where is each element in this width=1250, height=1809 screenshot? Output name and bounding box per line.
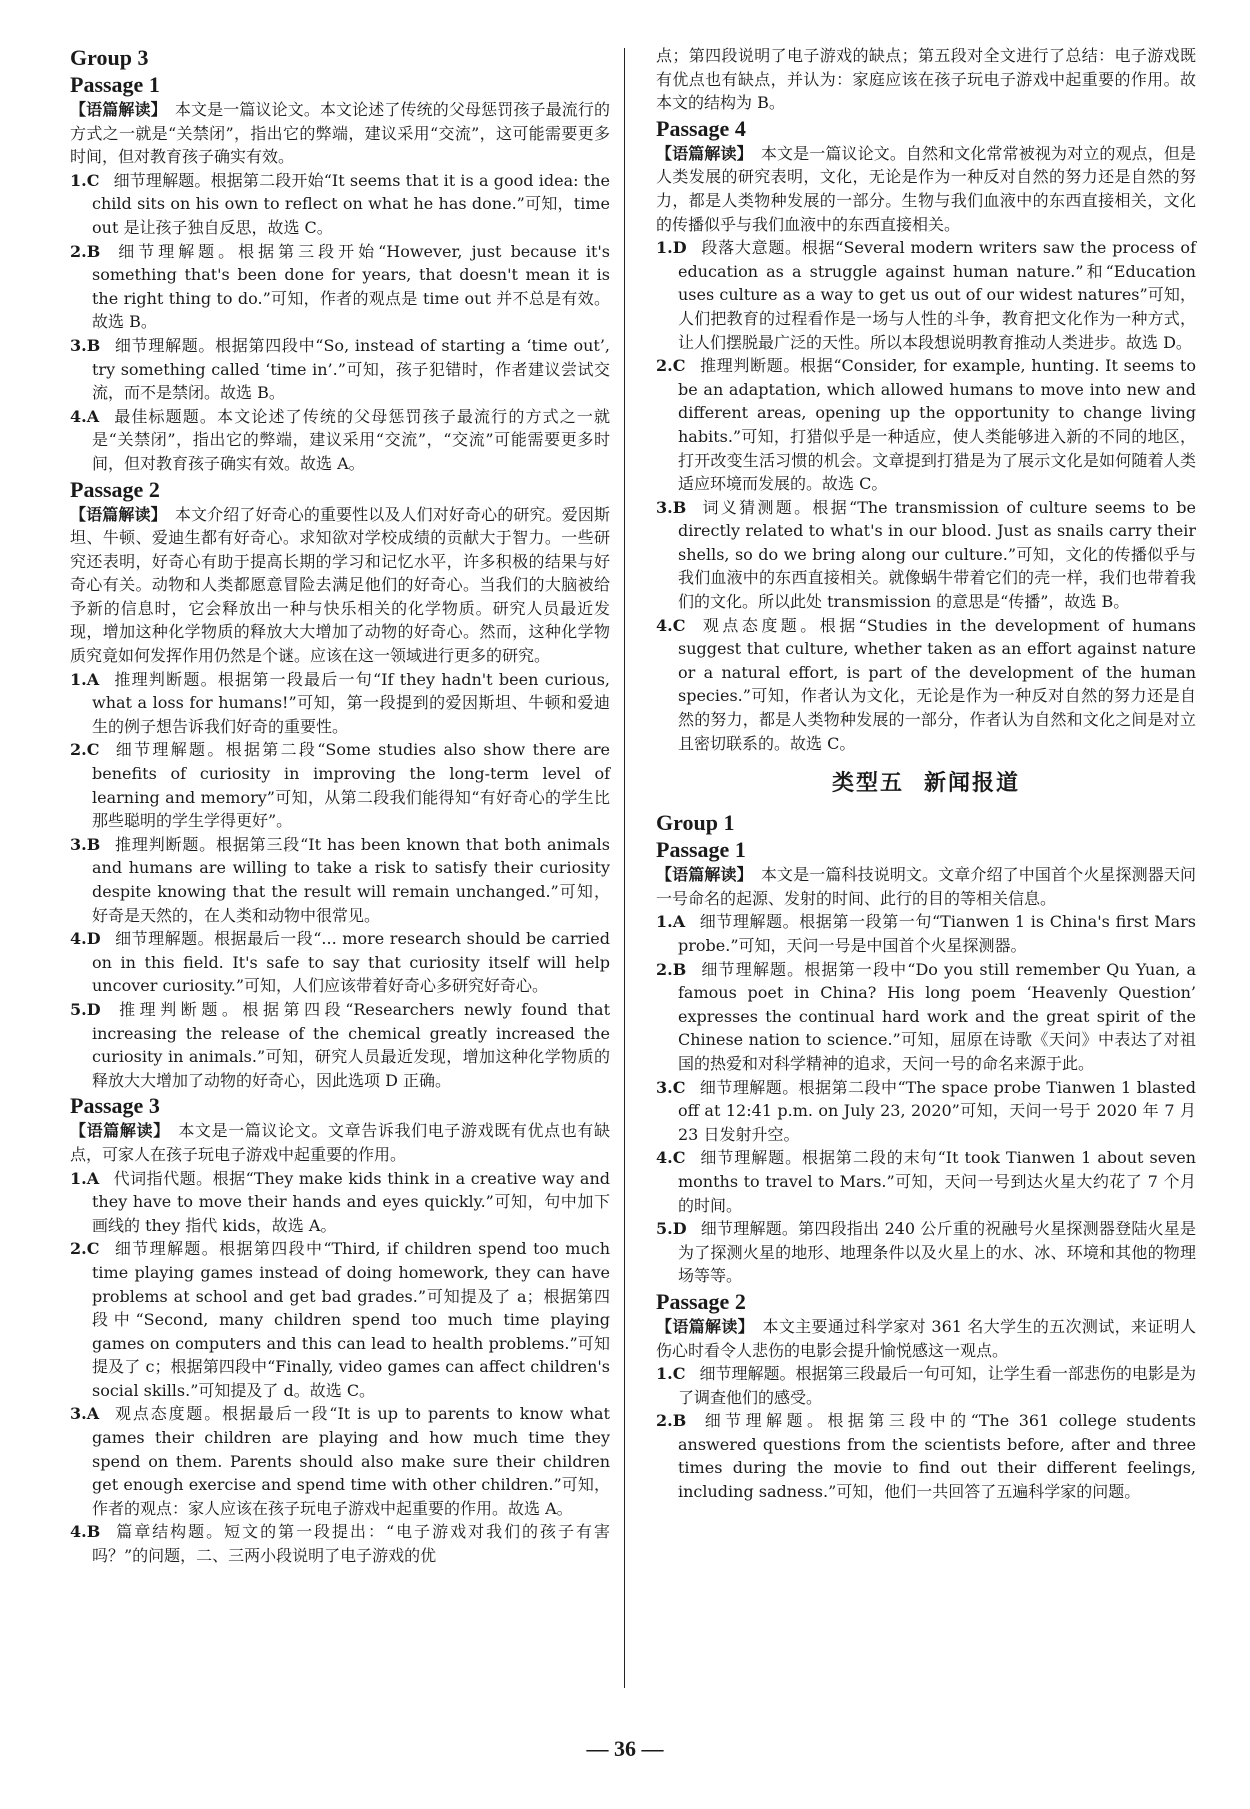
answer-letter: D [672, 238, 687, 258]
answer-letter: C [86, 170, 100, 190]
answer-item [656, 496, 1196, 614]
answer-letter: A [86, 1168, 100, 1188]
question-number: 1. [656, 1364, 673, 1384]
answer-explanation: 推理判断题。根据第一段最后一句“If they hadn't been curious, what a loss for humans!”可知，第一段提到的爱因斯坦、牛顿和爱迪生的例子想告诉我们好奇的重要性。 [92, 669, 610, 736]
section-name-label: 新闻报道 [924, 771, 1021, 797]
answer-item [656, 1362, 1196, 1409]
answer-item [70, 1520, 610, 1567]
passage-summary [656, 1315, 1196, 1362]
question-number: 1. [70, 170, 87, 190]
answer-letter: C [672, 615, 686, 635]
answer-explanation: 细节理解题。根据第二段的末句“It took Tianwen 1 about seven months to travel to Mars.”可知，天问一号到达火星大约花了 7 个月的时间。 [678, 1148, 1196, 1215]
answer-item [656, 1409, 1196, 1503]
summary-tag: 【语篇解读】 [70, 504, 159, 524]
answer-explanation: 细节理解题。根据第二段“Some studies also show there are benefits of curiosity in improving the long-term level of learning and memory”可知，从第二段我们能得知“有好奇心的学生比那些聪明的学生学得更好”。 [92, 740, 610, 831]
answer-explanation: 细节理解题。根据第三段最后一句可知，让学生看一部悲伤的电影是为了调查他们的感受。 [678, 1364, 1196, 1407]
question-number: 2. [656, 959, 673, 979]
answer-explanation: 观点态度题。根据最后一段“It is up to parents to know what games their children are playing and how much time they spend on them. Parents should also make sure their children get enough exercise and spend time with other children.”可知，作者的观点：家人应该在孩子玩电子游戏中起重要的作用。故选 A。 [92, 1404, 610, 1518]
passage-summary [70, 503, 610, 668]
answer-letter: A [86, 669, 100, 689]
passage-heading: Group 3 [70, 45, 149, 70]
answer-item [656, 1076, 1196, 1147]
answer-letter: D [672, 1219, 687, 1239]
answer-item [70, 668, 610, 739]
question-number: 5. [656, 1219, 673, 1239]
section-title [656, 767, 1196, 801]
passage-heading: Passage 4 [656, 115, 746, 141]
answer-letter: D [86, 999, 101, 1019]
answer-letter: A [86, 406, 100, 426]
passage-heading: Passage 1 [70, 72, 160, 97]
question-number: 1. [70, 1168, 87, 1188]
answer-letter: B [86, 1522, 101, 1542]
question-number: 4. [70, 406, 87, 426]
answer-explanation: 细节理解题。根据第一段中“Do you still remember Qu Yuan, a famous poet in China? His long poem ‘Heavenly Question’ expresses the continual hard work and the great spirit of the Chinese nation to science.”可知，屈原在诗歌《天问》中表达了对祖国的热爱和对科学精神的追求，天问一号的命名来源于此。 [678, 959, 1196, 1073]
answer-explanation: 细节理解题。根据第三段开始“However, just because it's something that's been done for years, that doesn't mean it is the right thing to do.”可知，作者的观点是 time out 并不总是有效。故选 B。 [92, 241, 610, 332]
answer-item [70, 1237, 610, 1402]
passage-summary [656, 863, 1196, 910]
answer-letter: B [86, 241, 101, 261]
passage-heading: Passage 2 [656, 1288, 746, 1314]
answer-explanation: 推理判断题。根据“Consider, for example, hunting. It seems to be an adaptation, which allowed humans to move into new and different areas, opening up the opportunity to change living habits.”可知，打猎似乎是一种适应，使人类能够进入新的不同的地区，打开改变生活习惯的机会。文章提到打猎是为了展示文化是如何随着人类适应环境而发展的。故选 C。 [678, 356, 1196, 494]
answer-explanation: 段落大意题。根据“Several modern writers saw the process of education as a struggle against human nature.”和“Education uses culture as a way to get us out of our widest natures”可知，人们把教育的过程看作是一场与人性的斗争，教育把文化作为一种方式，让人们摆脱最广泛的天性。所以本段想说明教育推动人类进步。故选 D。 [678, 238, 1196, 352]
question-number: 2. [70, 1239, 87, 1259]
question-number: 5. [70, 999, 87, 1019]
summary-text: 本文是一篇科技说明文。文章介绍了中国首个火星探测器天问一号命名的起源、发射的时间、此行的目的等相关信息。 [656, 865, 1196, 908]
summary-tag: 【语篇解读】 [656, 1316, 747, 1336]
answer-letter: B [672, 1411, 687, 1431]
continued-text: 点；第四段说明了电子游戏的缺点；第五段对全文进行了总结：电子游戏既有优点也有缺点，并认为：家庭应该在孩子玩电子游戏中起重要的作用。故本文的结构为 B。 [656, 46, 1196, 113]
question-number: 3. [70, 1404, 87, 1424]
answer-item [656, 1217, 1196, 1288]
question-number: 3. [656, 497, 673, 517]
answer-item [70, 1402, 610, 1520]
question-number: 1. [70, 669, 87, 689]
answer-item [70, 998, 610, 1092]
answer-item [656, 354, 1196, 496]
answer-explanation: 细节理解题。根据第三段中的“The 361 college students answered questions from the scientists before, after and three times during the movie to find out their different feelings, including sadness.”可知，他们一共回答了五遍科学家的问题。 [678, 1411, 1196, 1502]
answer-explanation: 推理判断题。根据第三段“It has been known that both animals and humans are willing to take a risk to satisfy their curiosity despite knowing that the result will remain unchanged.”可知，好奇是天然的，在人类和动物中很常见。 [92, 834, 610, 925]
answer-item [70, 240, 610, 334]
question-number: 2. [656, 356, 673, 376]
answer-letter: C [672, 356, 686, 376]
right-column [656, 44, 1196, 1504]
answer-explanation: 细节理解题。根据第一段第一句“Tianwen 1 is China's first Mars probe.”可知，天问一号是中国首个火星探测器。 [678, 912, 1196, 955]
answer-item [656, 614, 1196, 756]
answer-explanation: 最佳标题题。本文论述了传统的父母惩罚孩子最流行的方式之一就是“关禁闭”，指出它的弊端，建议采用“交流”，“交流”可能需要更多时间，但对教育孩子确实有效。故选 A。 [92, 406, 610, 473]
answer-item [656, 958, 1196, 1076]
question-number: 4. [70, 1522, 87, 1542]
answer-item [70, 833, 610, 927]
question-number: 2. [656, 1411, 673, 1431]
column-divider [624, 48, 625, 1688]
passage-summary [656, 142, 1196, 236]
answer-explanation: 细节理解题。第四段指出 240 公斤重的祝融号火星探测器登陆火星是为了探测火星的地形、地理条件以及火星上的水、冰、环境和其他的物理场等等。 [678, 1219, 1196, 1286]
answer-letter: B [86, 834, 101, 854]
answer-explanation: 推理判断题。根据第四段“Researchers newly found that increasing the release of the chemical greatly increased the curiosity in animals.”可知，研究人员最近发现，增加这种化学物质的释放大大增加了动物的好奇心，因此选项 D 正确。 [92, 999, 610, 1090]
answer-item [70, 1167, 610, 1238]
answer-letter: C [86, 1239, 100, 1259]
section-type-label: 类型五 [831, 771, 904, 797]
summary-text: 本文是一篇议论文。自然和文化常常被视为对立的观点，但是人类发展的研究表明，文化，无论是作为一种反对自然的努力还是自然的努力，都是人类物种发展的一部分。生物与我们血液中的东西直接相关，文化的传播似乎与我们血液中的东西直接相关。 [656, 143, 1196, 234]
question-number: 3. [656, 1077, 673, 1097]
answer-letter: C [672, 1148, 686, 1168]
answer-letter: B [86, 335, 101, 355]
page-number: — 36 — [586, 1736, 664, 1761]
answer-letter: C [86, 740, 100, 760]
answer-item [656, 910, 1196, 957]
passage-heading: Passage 1 [656, 837, 746, 863]
answer-explanation: 篇章结构题。短文的第一段提出：“电子游戏对我们的孩子有害吗？”的问题，二、三两小段说明了电子游戏的优 [92, 1522, 610, 1566]
passage-summary [70, 1119, 610, 1166]
question-number: 2. [70, 241, 87, 261]
answer-explanation: 细节理解题。根据第四段中“So, instead of starting a ‘time out’, try something called ‘time in’.”可知，孩子犯错时，作者建议尝试交流，而不是禁闭。故选 B。 [92, 335, 610, 403]
summary-tag: 【语篇解读】 [656, 143, 745, 163]
question-number: 4. [70, 929, 87, 949]
passage-summary [70, 98, 610, 169]
question-number: 3. [70, 834, 87, 854]
answer-item [656, 1146, 1196, 1217]
answer-letter: B [672, 959, 687, 979]
question-number: 4. [656, 1148, 673, 1168]
answer-letter: A [672, 912, 686, 932]
summary-tag: 【语篇解读】 [70, 100, 159, 119]
passage-heading: Passage 2 [70, 476, 160, 502]
answer-item [70, 927, 610, 998]
answer-letter: D [86, 929, 101, 949]
answer-item [70, 334, 610, 405]
answer-item [70, 405, 610, 476]
left-column [70, 44, 610, 1568]
answer-letter: A [86, 1404, 100, 1424]
answer-explanation: 细节理解题。根据最后一段“... more research should be carried on in this field. It's safe to say that curiosity itself will help uncover curiosity.”可知，人们应该带着好奇心多研究好奇心。 [92, 929, 610, 996]
answer-explanation: 词义猜测题。根据“The transmission of culture seems to be directly related to what's in our blood. Just as snails carry their shells, so do we bring along our culture.”可知，文化的传播似乎与我们血液中的东西直接相关。就像蜗牛带着它们的壳一样，我们也带着我们的文化。所以此处 transmission 的意思是“传播”，故选 B。 [678, 497, 1196, 612]
summary-text: 本文主要通过科学家对 361 名大学生的五次测试，来证明人伤心时看令人悲伤的电影会提升愉悦感这一观点。 [656, 1316, 1196, 1360]
summary-text: 本文是一篇议论文。文章告诉我们电子游戏既有优点也有缺点，可家人在孩子玩电子游戏中起重要的作用。 [70, 1121, 610, 1164]
question-number: 3. [70, 335, 87, 355]
summary-tag: 【语篇解读】 [70, 1121, 162, 1141]
summary-tag: 【语篇解读】 [656, 865, 745, 885]
answer-item [70, 169, 610, 240]
question-number: 1. [656, 238, 673, 258]
answer-explanation: 观点态度题。根据“Studies in the development of humans suggest that culture, whether taken as an effort against nature or a natural effort, is part of the development of the human species.”可知，作者认为文化，无论是作为一种反对自然的努力还是自然的努力，都是人类物种发展的一部分，作者认为自然和文化之间是对立且密切联系的。故选 C。 [678, 615, 1196, 753]
answer-item [70, 738, 610, 832]
question-number: 4. [656, 615, 673, 635]
answer-letter: B [672, 497, 687, 517]
answer-explanation: 细节理解题。根据第二段中“The space probe Tianwen 1 blasted off at 12:41 p.m. on July 23, 2020”可知，天问一号于 2020 年 7 月 23 日发射升空。 [678, 1077, 1196, 1144]
passage-heading: Passage 3 [70, 1093, 160, 1119]
answer-explanation: 细节理解题。根据第二段开始“It seems that it is a good idea: the child sits on his own to reflect on what he has done.”可知，time out 是让孩子独自反思，故选 C。 [92, 170, 610, 237]
answer-item [656, 236, 1196, 354]
answer-explanation: 代词指代题。根据“They make kids think in a creative way and they have to move their hands and eyes quickly.”可知，句中加下画线的 they 指代 kids，故选 A。 [92, 1168, 610, 1235]
summary-text: 本文介绍了好奇心的重要性以及人们对好奇心的研究。爱因斯坦、牛顿、爱迪生都有好奇心。求知欲对学校成绩的贡献大于智力。一些研究还表明，好奇心有助于提高长期的学习和记忆水平，许多积极的结果与好奇心有关。动物和人类都愿意冒险去满足他们的好奇心。当我们的大脑被给予新的信息时，它会释放出一种与快乐相关的化学物质。研究人员最近发现，增加这种化学物质的释放大大增加了动物的好奇心。然而，这种化学物质究竟如何发挥作用仍然是个谜。应该在这一领域进行更多的研究。 [70, 504, 610, 666]
summary-text: 本文是一篇议论文。本文论述了传统的父母惩罚孩子最流行的方式之一就是“关禁闭”，指出它的弊端，建议采用“交流”，这可能需要更多时间，但对教育孩子确实有效。 [70, 100, 610, 167]
answer-letter: C [672, 1364, 686, 1384]
passage-heading: Group 1 [656, 810, 735, 836]
question-number: 2. [70, 740, 87, 760]
answer-letter: C [672, 1077, 686, 1097]
question-number: 1. [656, 912, 673, 932]
answer-explanation: 细节理解题。根据第四段中“Third, if children spend too much time playing games instead of doing homework, they can have problems at school and get bad grades.”可知提及了 a；根据第四段中“Second, many children spend too much time playing games on computers and this can lead to health problems.”可知提及了 c；根据第四段中“Finally, video games can affect children's social skills.”可知提及了 d。故选 C。 [92, 1239, 610, 1400]
